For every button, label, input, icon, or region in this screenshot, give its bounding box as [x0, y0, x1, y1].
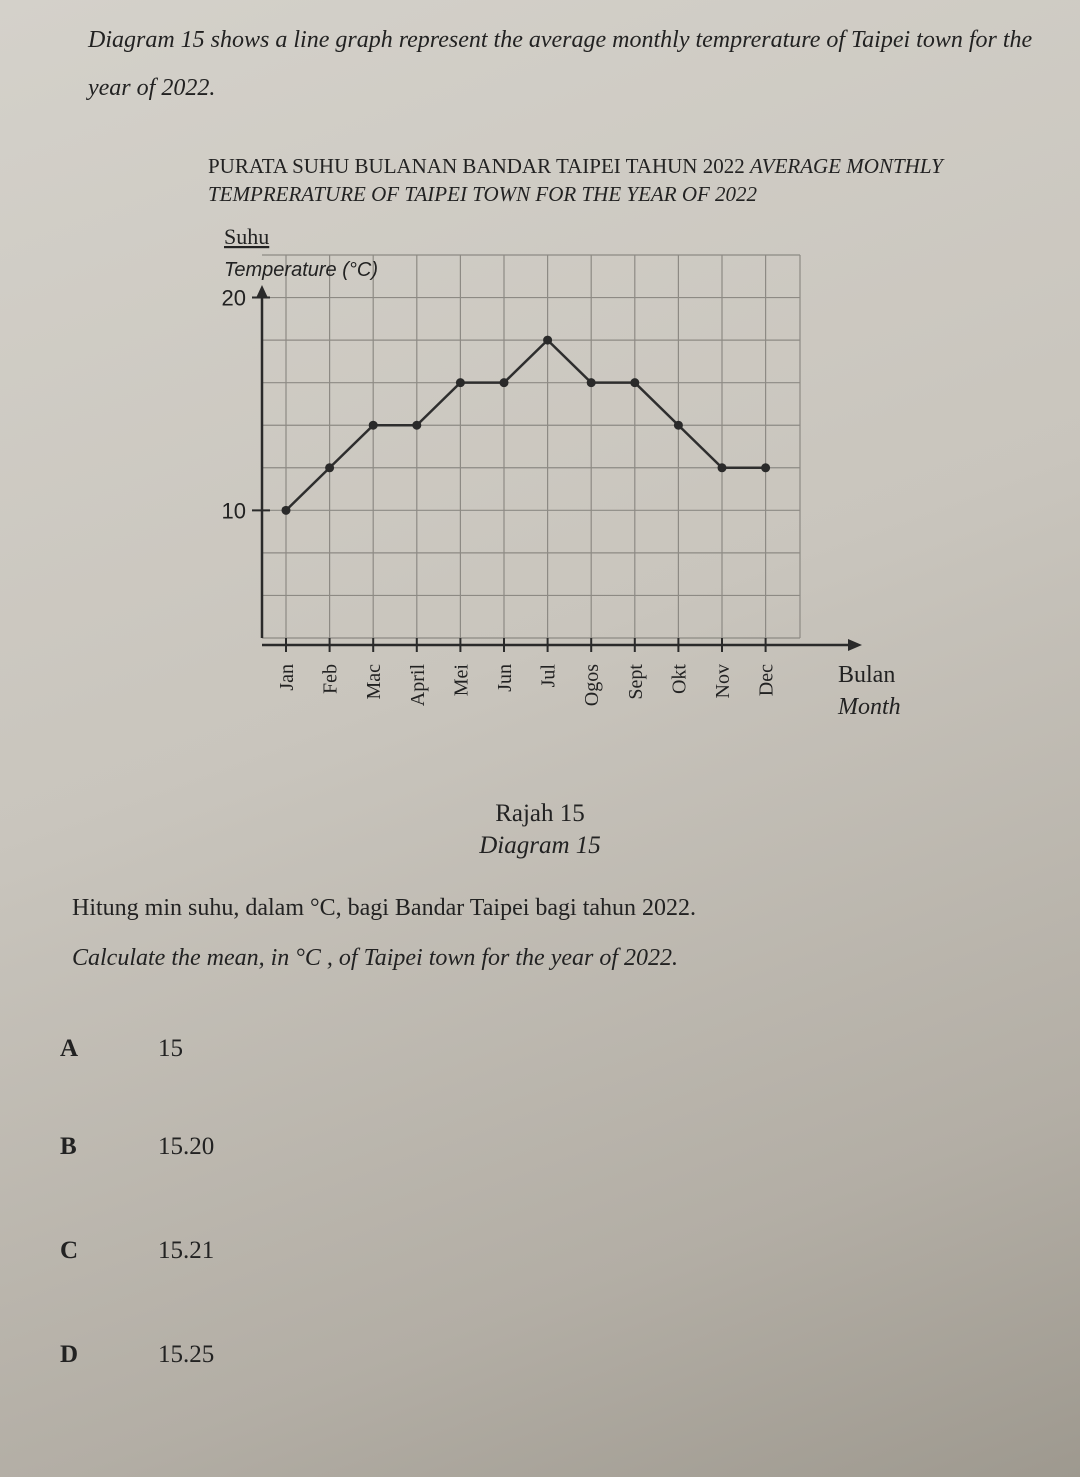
data-point [456, 378, 465, 387]
data-point [630, 378, 639, 387]
y-tick-label: 20 [221, 285, 246, 311]
data-point [369, 421, 378, 430]
x-tick-label: Dec [755, 664, 778, 697]
option-d[interactable] [60, 1341, 214, 1369]
data-point [718, 463, 727, 472]
option-letter: B [60, 1133, 77, 1160]
data-point [282, 506, 291, 515]
x-axis-title-malay: Bulan [838, 662, 896, 688]
x-tick-label: Feb [319, 664, 342, 694]
y-axis-title-english: Temperature (°C) [224, 259, 378, 281]
y-axis-arrow [256, 285, 268, 298]
data-point [325, 463, 334, 472]
x-tick-label: Jun [494, 664, 516, 692]
data-point [674, 421, 683, 430]
diagram-caption-english: Diagram 15 [479, 832, 601, 859]
data-point [543, 336, 552, 345]
x-tick-label: Ogos [581, 664, 604, 707]
x-tick-label: Sept [624, 664, 647, 700]
x-tick-label: Mac [363, 664, 386, 700]
x-tick-label: Mei [450, 664, 473, 697]
data-point [412, 421, 421, 430]
x-axis-title-english: Month [838, 694, 901, 720]
option-value: 15.25 [158, 1341, 215, 1368]
y-tick-label: 10 [221, 498, 246, 524]
chart-title-malay: PURATA SUHU BULANAN BANDAR TAIPEI TAHUN 2022 [208, 154, 745, 178]
data-point [761, 463, 770, 472]
x-tick-label: Okt [668, 664, 691, 694]
option-b[interactable] [60, 1133, 214, 1161]
diagram-caption-malay: Rajah 15 [495, 800, 585, 827]
option-letter: C [60, 1237, 79, 1264]
y-axis-title-malay: Suhu [224, 224, 270, 249]
x-tick-label: Nov [712, 664, 734, 699]
data-point [500, 378, 509, 387]
chart-grid [262, 255, 800, 638]
option-c[interactable] [60, 1237, 214, 1265]
intro-text: Diagram 15 shows a line graph represent the average monthly temprerature of Taipei town for the year of 2022. [88, 27, 1033, 101]
x-tick-label: Jul [537, 664, 560, 688]
option-value: 15.20 [158, 1133, 215, 1160]
data-point [587, 378, 596, 387]
option-letter: A [60, 1035, 79, 1062]
x-ticks [276, 638, 778, 706]
option-value: 15 [158, 1035, 183, 1062]
option-value: 15.21 [158, 1237, 215, 1264]
x-axis-arrow [848, 639, 862, 651]
question-malay: Hitung min suhu, dalam °C, bagi Bandar Taipei bagi tahun 2022. [72, 895, 697, 921]
question-english: Calculate the mean, in °C , of Taipei town for the year of 2022. [72, 945, 679, 971]
option-a[interactable] [60, 1035, 183, 1063]
x-tick-label: Jan [276, 664, 298, 691]
option-letter: D [60, 1341, 79, 1368]
chart-title-english: AVERAGE MONTHLY TEMPRERATURE OF TAIPEI TOWN FOR THE YEAR OF 2022 [208, 154, 943, 206]
x-tick-label: April [406, 664, 429, 707]
